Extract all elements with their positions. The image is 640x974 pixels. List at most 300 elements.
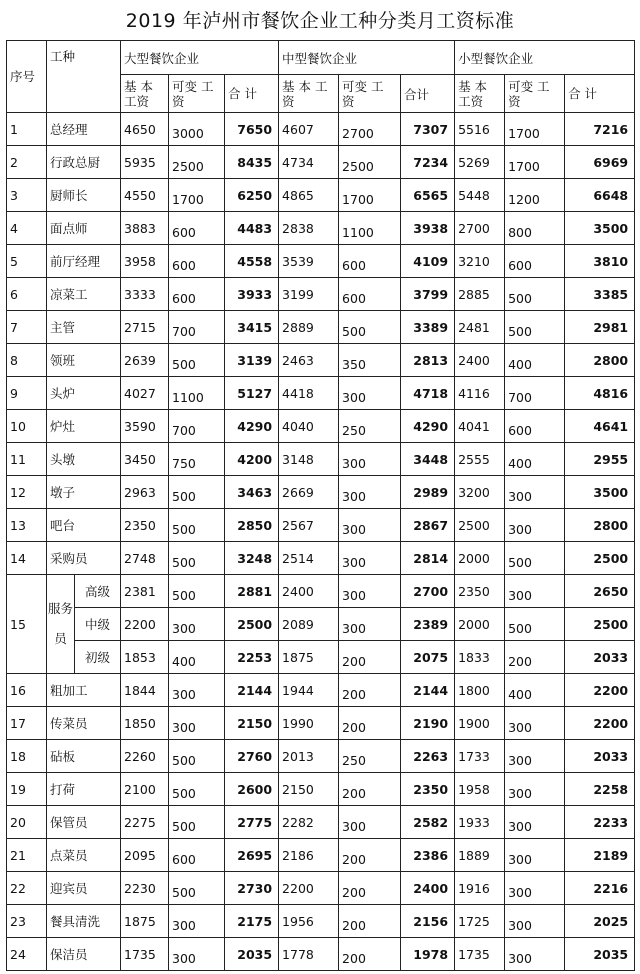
base-wage-cell: 2463 <box>279 344 339 377</box>
base-wage-cell: 3883 <box>121 212 169 245</box>
base-wage-cell: 4027 <box>121 377 169 410</box>
total-wage-cell: 2233 <box>565 806 635 839</box>
header-medium-var: 可变 工 资 <box>339 75 401 113</box>
variable-wage-cell: 500 <box>169 806 225 839</box>
table-row <box>7 113 635 146</box>
variable-wage-cell: 300 <box>505 938 565 971</box>
table-row <box>7 443 635 476</box>
variable-wage-cell: 600 <box>339 245 401 278</box>
variable-wage-cell: 300 <box>339 443 401 476</box>
base-wage-cell: 1933 <box>455 806 505 839</box>
total-wage-cell: 2582 <box>401 806 455 839</box>
total-wage-cell: 1978 <box>401 938 455 971</box>
job-name: 砧板 <box>47 740 121 773</box>
header-small-base: 基 本 工资 <box>455 75 505 113</box>
header-small-var: 可变 工资 <box>505 75 565 113</box>
table-row <box>7 806 635 839</box>
row-number: 1 <box>7 113 47 146</box>
total-wage-cell: 2386 <box>401 839 455 872</box>
waiter-level: 高级 <box>75 575 121 608</box>
variable-wage-cell: 600 <box>169 839 225 872</box>
variable-wage-cell: 200 <box>339 641 401 674</box>
total-wage-cell: 6969 <box>565 146 635 179</box>
header-medium-base: 基 本 工资 <box>279 75 339 113</box>
total-wage-cell: 2175 <box>225 905 279 938</box>
variable-wage-cell: 750 <box>169 443 225 476</box>
total-wage-cell: 6250 <box>225 179 279 212</box>
total-wage-cell: 2035 <box>565 938 635 971</box>
header-seq: 序号 <box>7 41 47 113</box>
base-wage-cell: 4734 <box>279 146 339 179</box>
variable-wage-cell: 700 <box>169 311 225 344</box>
variable-wage-cell: 600 <box>505 245 565 278</box>
job-name: 厨师长 <box>47 179 121 212</box>
job-name: 总经理 <box>47 113 121 146</box>
base-wage-cell: 2230 <box>121 872 169 905</box>
table-row <box>7 476 635 509</box>
variable-wage-cell: 300 <box>169 938 225 971</box>
variable-wage-cell: 500 <box>169 542 225 575</box>
total-wage-cell: 4483 <box>225 212 279 245</box>
variable-wage-cell: 300 <box>339 476 401 509</box>
table-row <box>7 344 635 377</box>
job-name: 采购员 <box>47 542 121 575</box>
base-wage-cell: 2350 <box>121 509 169 542</box>
variable-wage-cell: 1100 <box>339 212 401 245</box>
total-wage-cell: 2258 <box>565 773 635 806</box>
job-name: 保管员 <box>47 806 121 839</box>
table-row <box>7 608 635 641</box>
total-wage-cell: 2189 <box>565 839 635 872</box>
base-wage-cell: 2000 <box>455 608 505 641</box>
total-wage-cell: 2033 <box>565 641 635 674</box>
variable-wage-cell: 200 <box>339 839 401 872</box>
base-wage-cell: 1944 <box>279 674 339 707</box>
total-wage-cell: 2981 <box>565 311 635 344</box>
row-number: 14 <box>7 542 47 575</box>
variable-wage-cell: 1700 <box>169 179 225 212</box>
variable-wage-cell: 500 <box>169 509 225 542</box>
variable-wage-cell: 3000 <box>169 113 225 146</box>
table-row <box>7 509 635 542</box>
job-name: 头墩 <box>47 443 121 476</box>
base-wage-cell: 2100 <box>121 773 169 806</box>
total-wage-cell: 2760 <box>225 740 279 773</box>
base-wage-cell: 3200 <box>455 476 505 509</box>
total-wage-cell: 2775 <box>225 806 279 839</box>
table-row <box>7 278 635 311</box>
job-name: 凉菜工 <box>47 278 121 311</box>
row-number: 7 <box>7 311 47 344</box>
base-wage-cell: 4607 <box>279 113 339 146</box>
total-wage-cell: 3415 <box>225 311 279 344</box>
base-wage-cell: 1733 <box>455 740 505 773</box>
waiter-label: 服务员 <box>47 575 75 674</box>
variable-wage-cell: 300 <box>505 509 565 542</box>
table-row <box>7 410 635 443</box>
row-number: 23 <box>7 905 47 938</box>
row-number: 10 <box>7 410 47 443</box>
total-wage-cell: 3799 <box>401 278 455 311</box>
total-wage-cell: 2150 <box>225 707 279 740</box>
variable-wage-cell: 400 <box>169 641 225 674</box>
variable-wage-cell: 200 <box>339 872 401 905</box>
total-wage-cell: 2025 <box>565 905 635 938</box>
total-wage-cell: 6565 <box>401 179 455 212</box>
total-wage-cell: 4558 <box>225 245 279 278</box>
page-title: 2019 年泸州市餐饮企业工种分类月工资标准 <box>125 10 515 32</box>
job-name: 墩子 <box>47 476 121 509</box>
total-wage-cell: 7307 <box>401 113 455 146</box>
row-number: 2 <box>7 146 47 179</box>
base-wage-cell: 4041 <box>455 410 505 443</box>
total-wage-cell: 2156 <box>401 905 455 938</box>
base-wage-cell: 2567 <box>279 509 339 542</box>
job-name: 炉灶 <box>47 410 121 443</box>
job-name: 传菜员 <box>47 707 121 740</box>
row-number: 17 <box>7 707 47 740</box>
base-wage-cell: 2555 <box>455 443 505 476</box>
variable-wage-cell: 500 <box>505 311 565 344</box>
base-wage-cell: 2150 <box>279 773 339 806</box>
row-number: 21 <box>7 839 47 872</box>
base-wage-cell: 2400 <box>279 575 339 608</box>
base-wage-cell: 2500 <box>455 509 505 542</box>
variable-wage-cell: 800 <box>505 212 565 245</box>
base-wage-cell: 1990 <box>279 707 339 740</box>
base-wage-cell: 1875 <box>279 641 339 674</box>
total-wage-cell: 2989 <box>401 476 455 509</box>
table-row <box>7 377 635 410</box>
row-number: 6 <box>7 278 47 311</box>
total-wage-cell: 3385 <box>565 278 635 311</box>
header-large-base: 基 本 工资 <box>121 75 169 113</box>
total-wage-cell: 2500 <box>565 608 635 641</box>
variable-wage-cell: 300 <box>505 872 565 905</box>
variable-wage-cell: 2500 <box>339 146 401 179</box>
row-number: 22 <box>7 872 47 905</box>
variable-wage-cell: 500 <box>505 278 565 311</box>
base-wage-cell: 3148 <box>279 443 339 476</box>
header-medium-total: 合计 <box>401 75 455 113</box>
total-wage-cell: 2035 <box>225 938 279 971</box>
base-wage-cell: 2013 <box>279 740 339 773</box>
job-name: 行政总厨 <box>47 146 121 179</box>
total-wage-cell: 2695 <box>225 839 279 872</box>
base-wage-cell: 2700 <box>455 212 505 245</box>
base-wage-cell: 1735 <box>455 938 505 971</box>
base-wage-cell: 1850 <box>121 707 169 740</box>
variable-wage-cell: 300 <box>169 707 225 740</box>
variable-wage-cell: 600 <box>169 212 225 245</box>
base-wage-cell: 2715 <box>121 311 169 344</box>
row-number: 15 <box>7 575 47 674</box>
base-wage-cell: 2639 <box>121 344 169 377</box>
row-number: 11 <box>7 443 47 476</box>
base-wage-cell: 2260 <box>121 740 169 773</box>
base-wage-cell: 3450 <box>121 443 169 476</box>
row-number: 24 <box>7 938 47 971</box>
header-large-var: 可变 工资 <box>169 75 225 113</box>
total-wage-cell: 3389 <box>401 311 455 344</box>
table-row <box>7 641 635 674</box>
variable-wage-cell: 300 <box>505 839 565 872</box>
table-row <box>7 872 635 905</box>
base-wage-cell: 2885 <box>455 278 505 311</box>
row-number: 12 <box>7 476 47 509</box>
table-row <box>7 740 635 773</box>
variable-wage-cell: 300 <box>169 608 225 641</box>
base-wage-cell: 1844 <box>121 674 169 707</box>
total-wage-cell: 4290 <box>401 410 455 443</box>
header-medium: 中型餐饮企业 <box>279 41 455 75</box>
total-wage-cell: 2800 <box>565 344 635 377</box>
variable-wage-cell: 300 <box>505 476 565 509</box>
variable-wage-cell: 1700 <box>339 179 401 212</box>
variable-wage-cell: 300 <box>505 806 565 839</box>
variable-wage-cell: 300 <box>339 377 401 410</box>
total-wage-cell: 2955 <box>565 443 635 476</box>
job-name: 点菜员 <box>47 839 121 872</box>
total-wage-cell: 2033 <box>565 740 635 773</box>
base-wage-cell: 1875 <box>121 905 169 938</box>
base-wage-cell: 4040 <box>279 410 339 443</box>
base-wage-cell: 4418 <box>279 377 339 410</box>
wage-table <box>6 40 635 971</box>
table-row <box>7 311 635 344</box>
variable-wage-cell: 200 <box>339 773 401 806</box>
variable-wage-cell: 400 <box>505 674 565 707</box>
table-row <box>7 674 635 707</box>
total-wage-cell: 2253 <box>225 641 279 674</box>
base-wage-cell: 4865 <box>279 179 339 212</box>
job-name: 餐具清洗 <box>47 905 121 938</box>
total-wage-cell: 3810 <box>565 245 635 278</box>
row-number: 3 <box>7 179 47 212</box>
total-wage-cell: 2200 <box>565 707 635 740</box>
variable-wage-cell: 400 <box>505 344 565 377</box>
total-wage-cell: 4290 <box>225 410 279 443</box>
variable-wage-cell: 300 <box>505 773 565 806</box>
total-wage-cell: 2144 <box>401 674 455 707</box>
variable-wage-cell: 500 <box>505 542 565 575</box>
total-wage-cell: 2867 <box>401 509 455 542</box>
variable-wage-cell: 500 <box>169 344 225 377</box>
row-number: 16 <box>7 674 47 707</box>
job-name: 头炉 <box>47 377 121 410</box>
total-wage-cell: 4109 <box>401 245 455 278</box>
total-wage-cell: 4200 <box>225 443 279 476</box>
total-wage-cell: 2814 <box>401 542 455 575</box>
base-wage-cell: 2838 <box>279 212 339 245</box>
table-row <box>7 146 635 179</box>
total-wage-cell: 2850 <box>225 509 279 542</box>
variable-wage-cell: 200 <box>339 674 401 707</box>
total-wage-cell: 2400 <box>401 872 455 905</box>
table-row <box>7 839 635 872</box>
variable-wage-cell: 300 <box>339 806 401 839</box>
table-row <box>7 212 635 245</box>
total-wage-cell: 2350 <box>401 773 455 806</box>
table-row <box>7 905 635 938</box>
total-wage-cell: 5127 <box>225 377 279 410</box>
job-name: 吧台 <box>47 509 121 542</box>
variable-wage-cell: 1100 <box>169 377 225 410</box>
base-wage-cell: 3333 <box>121 278 169 311</box>
base-wage-cell: 2186 <box>279 839 339 872</box>
base-wage-cell: 2350 <box>455 575 505 608</box>
total-wage-cell: 2500 <box>565 542 635 575</box>
variable-wage-cell: 700 <box>505 377 565 410</box>
variable-wage-cell: 350 <box>339 344 401 377</box>
variable-wage-cell: 300 <box>505 740 565 773</box>
row-number: 8 <box>7 344 47 377</box>
variable-wage-cell: 2700 <box>339 113 401 146</box>
variable-wage-cell: 600 <box>339 278 401 311</box>
total-wage-cell: 3248 <box>225 542 279 575</box>
total-wage-cell: 7650 <box>225 113 279 146</box>
base-wage-cell: 2275 <box>121 806 169 839</box>
header-job: 工种 <box>47 41 121 113</box>
total-wage-cell: 2389 <box>401 608 455 641</box>
base-wage-cell: 2889 <box>279 311 339 344</box>
row-number: 5 <box>7 245 47 278</box>
base-wage-cell: 1900 <box>455 707 505 740</box>
job-name: 粗加工 <box>47 674 121 707</box>
variable-wage-cell: 300 <box>339 608 401 641</box>
base-wage-cell: 5516 <box>455 113 505 146</box>
table-row <box>7 245 635 278</box>
base-wage-cell: 1958 <box>455 773 505 806</box>
variable-wage-cell: 300 <box>339 542 401 575</box>
variable-wage-cell: 1700 <box>505 146 565 179</box>
variable-wage-cell: 500 <box>339 311 401 344</box>
table-row <box>7 575 635 608</box>
total-wage-cell: 2650 <box>565 575 635 608</box>
total-wage-cell: 6648 <box>565 179 635 212</box>
base-wage-cell: 3539 <box>279 245 339 278</box>
variable-wage-cell: 250 <box>339 410 401 443</box>
base-wage-cell: 2200 <box>279 872 339 905</box>
variable-wage-cell: 300 <box>505 575 565 608</box>
variable-wage-cell: 200 <box>339 707 401 740</box>
base-wage-cell: 2000 <box>455 542 505 575</box>
total-wage-cell: 8435 <box>225 146 279 179</box>
base-wage-cell: 1833 <box>455 641 505 674</box>
total-wage-cell: 2263 <box>401 740 455 773</box>
base-wage-cell: 5448 <box>455 179 505 212</box>
total-wage-cell: 3448 <box>401 443 455 476</box>
total-wage-cell: 4816 <box>565 377 635 410</box>
base-wage-cell: 2095 <box>121 839 169 872</box>
variable-wage-cell: 500 <box>169 476 225 509</box>
table-row <box>7 542 635 575</box>
variable-wage-cell: 300 <box>339 575 401 608</box>
row-number: 18 <box>7 740 47 773</box>
row-number: 9 <box>7 377 47 410</box>
header-large-total: 合 计 <box>225 75 279 113</box>
base-wage-cell: 4650 <box>121 113 169 146</box>
variable-wage-cell: 250 <box>339 740 401 773</box>
base-wage-cell: 1725 <box>455 905 505 938</box>
base-wage-cell: 1956 <box>279 905 339 938</box>
base-wage-cell: 3210 <box>455 245 505 278</box>
variable-wage-cell: 1200 <box>505 179 565 212</box>
variable-wage-cell: 500 <box>169 575 225 608</box>
row-number: 13 <box>7 509 47 542</box>
base-wage-cell: 4550 <box>121 179 169 212</box>
total-wage-cell: 3139 <box>225 344 279 377</box>
table-row <box>7 938 635 971</box>
total-wage-cell: 7216 <box>565 113 635 146</box>
base-wage-cell: 2963 <box>121 476 169 509</box>
total-wage-cell: 2813 <box>401 344 455 377</box>
total-wage-cell: 2190 <box>401 707 455 740</box>
variable-wage-cell: 500 <box>505 608 565 641</box>
base-wage-cell: 2381 <box>121 575 169 608</box>
header-small-total: 合 计 <box>565 75 635 113</box>
base-wage-cell: 2669 <box>279 476 339 509</box>
variable-wage-cell: 300 <box>505 905 565 938</box>
variable-wage-cell: 300 <box>169 674 225 707</box>
variable-wage-cell: 300 <box>505 707 565 740</box>
variable-wage-cell: 200 <box>339 905 401 938</box>
job-name: 迎宾员 <box>47 872 121 905</box>
variable-wage-cell: 600 <box>169 245 225 278</box>
variable-wage-cell: 700 <box>169 410 225 443</box>
header-small: 小型餐饮企业 <box>455 41 635 75</box>
base-wage-cell: 1889 <box>455 839 505 872</box>
total-wage-cell: 4718 <box>401 377 455 410</box>
total-wage-cell: 3933 <box>225 278 279 311</box>
job-name: 面点师 <box>47 212 121 245</box>
header-large: 大型餐饮企业 <box>121 41 279 75</box>
waiter-level: 初级 <box>75 641 121 674</box>
variable-wage-cell: 200 <box>339 938 401 971</box>
base-wage-cell: 2089 <box>279 608 339 641</box>
total-wage-cell: 2500 <box>225 608 279 641</box>
total-wage-cell: 2881 <box>225 575 279 608</box>
base-wage-cell: 3958 <box>121 245 169 278</box>
row-number: 4 <box>7 212 47 245</box>
total-wage-cell: 2730 <box>225 872 279 905</box>
total-wage-cell: 2216 <box>565 872 635 905</box>
total-wage-cell: 3500 <box>565 212 635 245</box>
base-wage-cell: 2514 <box>279 542 339 575</box>
total-wage-cell: 3938 <box>401 212 455 245</box>
base-wage-cell: 2748 <box>121 542 169 575</box>
row-number: 20 <box>7 806 47 839</box>
variable-wage-cell: 600 <box>505 410 565 443</box>
variable-wage-cell: 400 <box>505 443 565 476</box>
total-wage-cell: 2700 <box>401 575 455 608</box>
base-wage-cell: 2282 <box>279 806 339 839</box>
variable-wage-cell: 300 <box>169 905 225 938</box>
table-row <box>7 179 635 212</box>
variable-wage-cell: 500 <box>169 773 225 806</box>
job-name: 前厅经理 <box>47 245 121 278</box>
total-wage-cell: 2144 <box>225 674 279 707</box>
base-wage-cell: 1778 <box>279 938 339 971</box>
variable-wage-cell: 2500 <box>169 146 225 179</box>
base-wage-cell: 4116 <box>455 377 505 410</box>
base-wage-cell: 1800 <box>455 674 505 707</box>
total-wage-cell: 4641 <box>565 410 635 443</box>
job-name: 领班 <box>47 344 121 377</box>
total-wage-cell: 2600 <box>225 773 279 806</box>
job-name: 打荷 <box>47 773 121 806</box>
base-wage-cell: 5269 <box>455 146 505 179</box>
